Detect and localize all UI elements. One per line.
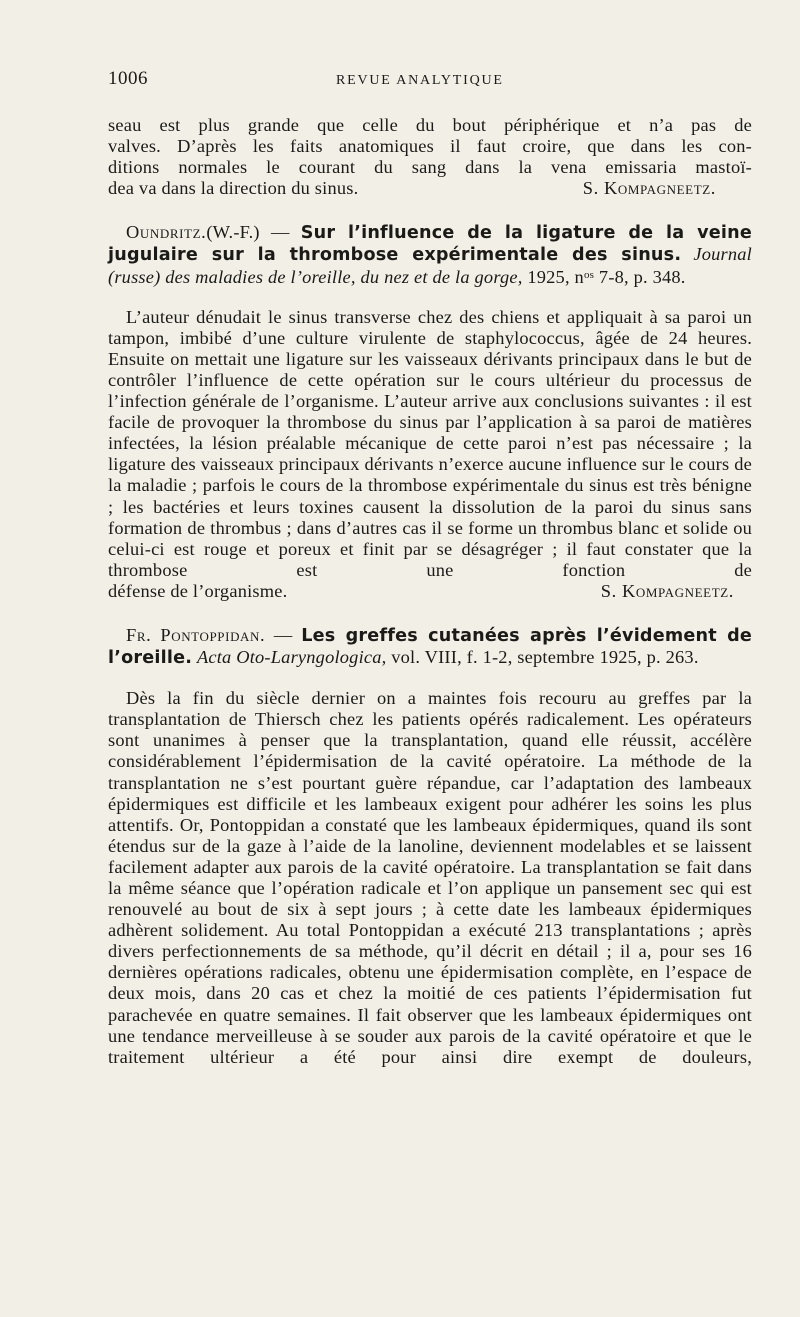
author-name: Oundritz.	[126, 222, 207, 243]
citation-rest: 7-8, p. 348.	[594, 266, 686, 287]
author-initials: (W.-F.) —	[206, 222, 290, 243]
citation-details: vol. VIII, f. 1-2, septembre 1925, p. 263.	[386, 647, 699, 668]
article-body: Dès la fin du siècle dernier on a maintes fois recouru au greffes par la transplantation de Thiersch chez les patients opérés radicalement. Les opérateurs sont unanimes à penser que la transplantation, quand elle réussit, accélère considérablement l’épidermisation de la cavité opératoire. La méthode de la transplantation ne s’est pourtant guère répandue, car l’adaptation des lambeaux épidermiques est difficile et les lambeaux exigent pour adhérer les soins les plus attentifs. Or, Pontoppidan a constaté que les lambeaux épidermiques, quand ils sont étendus sur de la gaze à l’aide de la lanoline, deviennent modelables et se laissent facilement adapter aux parois de la cavité opératoire. La transplantation se fait dans la même séance que l’opération radicale et l’on applique un pansement sec qui est renouvelé au bout de six à sept jours ; à cette date les lambeaux épidermiques adhèrent solidement. Au total Pontoppidan a exécuté 213 transplantations ; après divers perfectionnements de sa méthode, qu’il décrit en détail ; il a, pour ses 16 dernières opérations radicales, obtenu une épidermisation complète, en l’espace de deux mois, dans 20 cas et chez la moitié de ces patients l’épidermisation fut parachevée en quatre semaines. Il fait observer que les lambeaux épidermiques ont une tendance merveilleuse à se souder aux parois de la cavité opératoire et que le traitement ultérieur a été pour ainsi dire exempt de douleurs,	[108, 688, 752, 1067]
article-title: Sur l’influence de la ligature de la veine jugulaire sur la thrombose expérimentale des sinus.	[108, 223, 752, 266]
continuation-paragraph	[108, 115, 752, 199]
journal-name: Journal (russe) des maladies de l’oreille, du nez et de la gorge,	[108, 244, 752, 287]
continuation-line: ditions normales le courant du sang dans la vena emissaria mastoï-	[108, 157, 752, 178]
author-name: Fr. Pontoppidan.	[126, 624, 266, 645]
continuation-line: seau est plus grande que celle du bout périphérique et n’a pas de	[108, 115, 752, 135]
page	[108, 68, 752, 1068]
article-title: Les greffes cutanées après l’évidement de l’oreille.	[108, 625, 752, 669]
journal-title: REVUE ANALYTIQUE	[336, 73, 504, 88]
citation-details	[523, 267, 686, 287]
article-body: L’auteur dénudait le sinus transverse chez des chiens et appliquait à sa paroi un tampon, imbibé d’une culture virulente de staphylococcus, âgée de 24 heures. Ensuite on mettait une ligature sur les vaisseaux dérivants principaux dans le but de contrôler l’influence de cette opération sur le cours ultérieur du processus de l’infection générale de l’organisme. L’auteur arrive aux conclusions suivantes : il est facile de provoquer la thrombose du sinus par l’application à sa paroi de matières infectées, la lésion préalable mécanique de cette paroi n’est pas nécessaire ; la ligature des vaisseaux principaux dérivants n’exerce aucune influence sur le cours de la maladie ; parfois le cours de la thrombose expérimentale du sinus est très bénigne ; les bactéries et leurs toxines causent la dissolution de la paroi du sinus sans formation de thrombus ; dans d’autres cas il se forme un thrombus blanc et solide ou celui-ci est rouge et poreux et finit par se désagréger ; il faut constater que la thrombose est une fonction de	[108, 306, 752, 580]
article-citation	[108, 222, 752, 287]
article-citation	[108, 625, 752, 669]
signature: S. Kompagneetz.	[600, 580, 734, 601]
running-head	[108, 68, 752, 102]
signature: S. Kompagneetz.	[582, 178, 716, 199]
continuation-line: valves. D’après les faits anatomiques il faut croire, que dans les con-	[108, 136, 752, 157]
citation-year: 1925, n	[522, 266, 584, 287]
citation-sup: os	[583, 268, 595, 281]
page-number: 1006	[108, 68, 148, 89]
journal-name: Acta Oto-Laryngologica,	[196, 647, 387, 668]
continuation-text: dea va dans la direction du sinus.	[108, 178, 359, 199]
continuation-last-line	[108, 178, 752, 199]
citation-dash: —	[265, 624, 302, 645]
article-body-last-line	[108, 581, 752, 602]
body-last-text: défense de l’organisme.	[108, 580, 288, 601]
